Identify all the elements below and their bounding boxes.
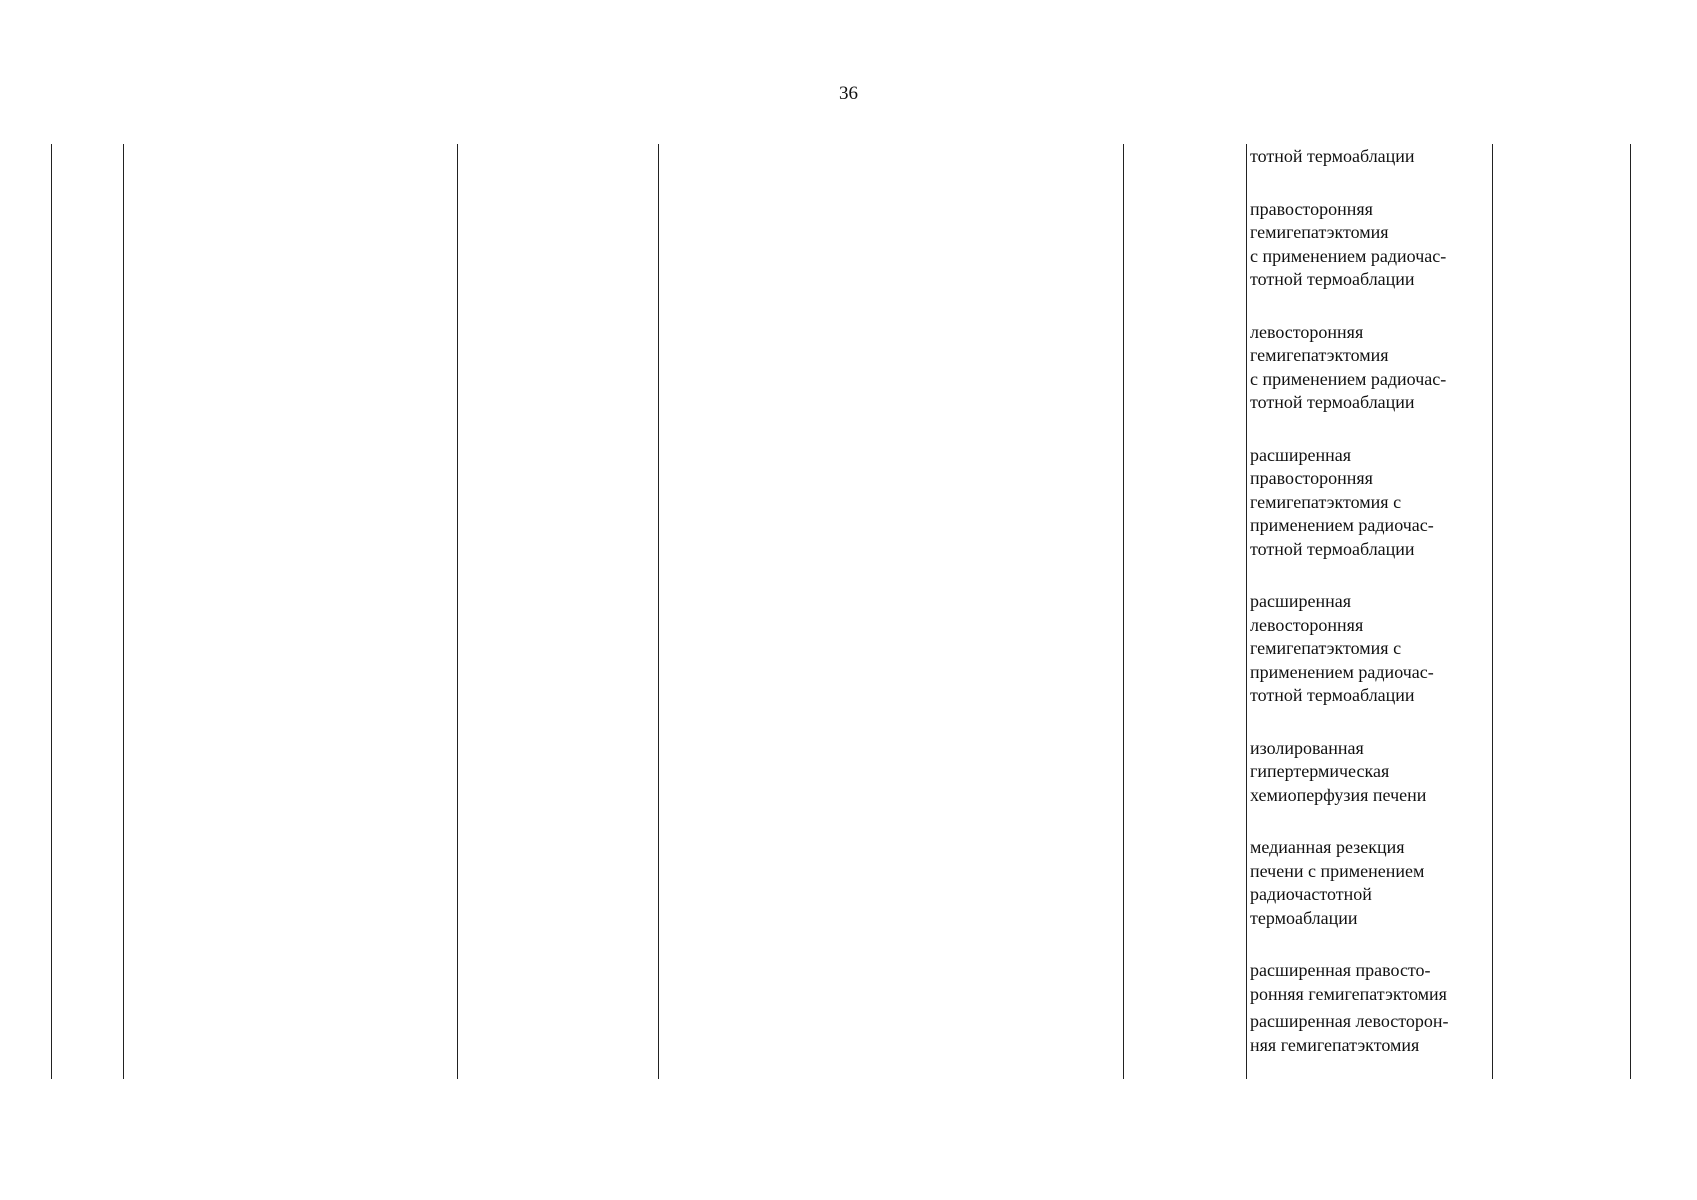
column-border-6 — [1246, 144, 1247, 1079]
column-border-7 — [1492, 144, 1493, 1079]
procedure-entry: изолированная гипертермическая хемиоперфузия печени — [1250, 737, 1427, 805]
procedure-entry: тотной термоаблации — [1250, 146, 1415, 166]
procedure-entry: правосторонняя гемигепатэктомия с применением радиочас- тотной термоаблации — [1250, 198, 1447, 289]
procedure-entry: расширенная правосто- ронняя гемигепатэктомия — [1250, 960, 1447, 1004]
column-border-5 — [1123, 144, 1124, 1079]
column-border-3 — [457, 144, 458, 1079]
procedures-cell — [1250, 145, 1490, 1057]
page-number: 36 — [839, 83, 858, 104]
procedure-entry: левосторонняя гемигепатэктомия с применением радиочас- тотной термоаблации — [1250, 321, 1447, 412]
column-border-4 — [658, 144, 659, 1079]
procedure-entry: медианная резекция печени с применением радиочастотной термоаблации — [1250, 837, 1425, 928]
column-border-8 — [1630, 144, 1631, 1079]
procedure-entry: расширенная левосторонняя гемигепатэктомия с применением радиочас- тотной термоаблации — [1250, 591, 1434, 705]
procedure-entry: расширенная правосторонняя гемигепатэктомия с применением радиочас- тотной термоаблации — [1250, 444, 1434, 559]
column-border-2 — [123, 144, 124, 1079]
column-border-1 — [51, 144, 52, 1079]
procedure-entry: расширенная левосторон- няя гемигепатэктомия — [1250, 1011, 1449, 1055]
